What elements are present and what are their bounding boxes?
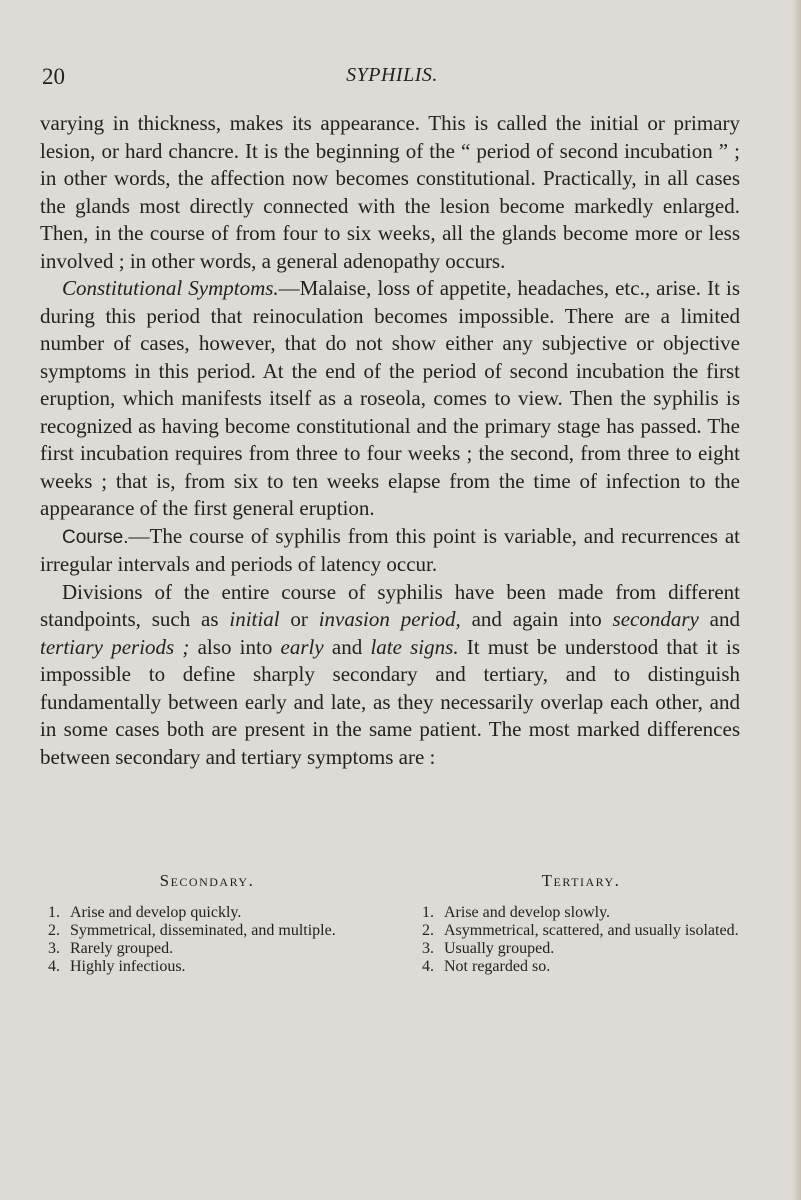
column-heading: Secondary.	[159, 871, 255, 890]
secondary-column	[48, 872, 366, 976]
item-text: Symmetrical, disseminated, and multiple.	[70, 922, 336, 939]
list-item	[48, 958, 366, 976]
item-text: Not regarded so.	[444, 958, 551, 975]
list-item	[422, 922, 740, 940]
paragraph: varying in thickness, makes its appearance. This is called the initial or primary lesion, or hard chancre. It is the beginning of the “ period of second incubation ” ; in other words, the affection now becomes constitutional. Practically, in all cases the glands most directly connected with the lesion become markedly enlarged. Then, in the course of from four to six weeks, all the glands become more or less involved ; in other words, a general adenopathy occurs.	[40, 111, 740, 273]
column-heading: Tertiary.	[541, 871, 621, 890]
paragraph-divisions	[40, 579, 740, 772]
item-text: Usually grouped.	[444, 940, 555, 957]
italic-term: early	[280, 634, 324, 659]
section-heading: Constitutional Symptoms.	[62, 276, 279, 300]
item-number: 4.	[422, 958, 434, 975]
item-text: Asymmetrical, scattered, and usually isolated.	[444, 922, 739, 939]
text-run: or	[279, 607, 319, 631]
text-run: and	[698, 607, 740, 631]
tertiary-list	[422, 904, 740, 976]
item-number: 2.	[48, 922, 60, 939]
page-header	[42, 64, 742, 94]
list-item	[48, 922, 366, 940]
paragraph-text: —Malaise, loss of appetite, headaches, etc., arise. It is during this period that reinoculation becomes impossible. There are a limited number of cases, however, that do not show either any subjective or objective symptoms in this period. At the end of the period of second incubation the first eruption, which manifests itself as a roseola, comes to view. Then the syphilis is recognized as having become constitutional and the primary stage has passed. The first incubation requires from three to four weeks ; the second, from three to eight weeks ; that is, from six to ten weeks elapse from the time of infection to the appearance of the first general eruption.	[40, 276, 740, 520]
paragraph-text: —The course of syphilis from this point is variable, and recurrences at irregular intervals and periods of latency occur.	[40, 523, 740, 576]
text-run: Divisions of the entire course of syphilis have been made from different standpoints, such as	[40, 579, 740, 631]
list-item	[422, 940, 740, 958]
italic-term: late signs.	[370, 634, 459, 659]
item-text: Rarely grouped.	[70, 940, 174, 957]
italic-term: secondary	[612, 607, 699, 631]
item-number: 3.	[48, 940, 60, 957]
italic-term: initial	[229, 607, 280, 631]
list-item	[48, 940, 366, 958]
list-item	[422, 958, 740, 976]
secondary-list	[48, 904, 366, 976]
comparison-table	[48, 872, 740, 976]
item-number: 3.	[422, 940, 434, 957]
item-number: 1.	[48, 904, 60, 921]
text-run: and again into	[460, 607, 613, 631]
text-run: and	[323, 634, 371, 659]
running-title: SYPHILIS.	[346, 64, 438, 86]
text-run: also into	[189, 634, 281, 659]
item-number: 1.	[422, 904, 434, 921]
item-number: 2.	[422, 922, 434, 939]
italic-term: tertiary periods ;	[40, 634, 190, 659]
section-heading: Course.	[62, 526, 129, 548]
item-number: 4.	[48, 958, 60, 975]
paragraph-constitutional-symptoms	[40, 275, 740, 523]
tertiary-column	[422, 872, 740, 976]
list-item	[422, 904, 740, 922]
item-text: Highly infectious.	[70, 958, 186, 975]
italic-term: invasion period,	[318, 607, 461, 631]
item-text: Arise and develop quickly.	[70, 904, 242, 921]
page-number: 20	[42, 64, 65, 89]
list-item	[48, 904, 366, 922]
page-edge-shadow	[792, 0, 801, 1200]
item-text: Arise and develop slowly.	[444, 904, 611, 921]
paragraph-course	[40, 523, 740, 579]
body-text	[40, 110, 740, 771]
text-run: It must be understood that it is impossible to define sharply secondary and tertiary, and to distinguish fundamentally between early and late, as they necessarily overlap each other, and in some cases both are present in the same patient. The most marked differences between secondary and tertiary symptoms are :	[40, 634, 741, 769]
